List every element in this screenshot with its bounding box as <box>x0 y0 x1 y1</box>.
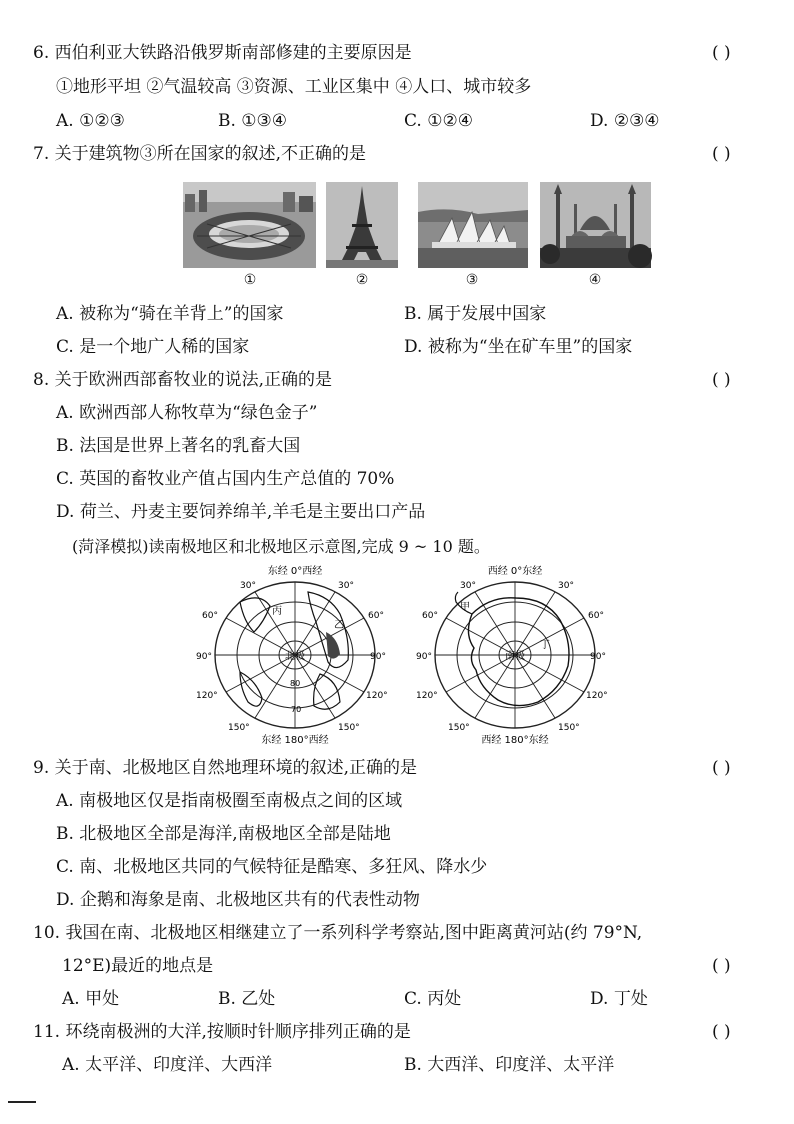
q10-option-c[interactable]: C. 丙处 <box>404 989 462 1009</box>
north-map-bottom-label: 东经 180°西经 <box>261 735 329 746</box>
q8-answer-paren[interactable]: ( ) <box>712 370 731 390</box>
south-map-bottom-label: 西经 180°东经 <box>481 735 549 746</box>
q6-option-b[interactable]: B. ①③④ <box>218 111 288 131</box>
q8-option-a[interactable]: A. 欧洲西部人称牧草为“绿色金子” <box>56 403 318 423</box>
q7-option-c[interactable]: C. 是一个地广人稀的国家 <box>56 337 250 357</box>
q8-option-b[interactable]: B. 法国是世界上著名的乳畜大国 <box>56 436 301 456</box>
point-jia: 甲 <box>460 602 470 613</box>
svg-text:90°: 90° <box>196 652 212 662</box>
svg-text:90°: 90° <box>416 652 432 662</box>
q6-option-d[interactable]: D. ②③④ <box>590 111 660 131</box>
svg-text:80: 80 <box>290 679 301 688</box>
svg-text:60°: 60° <box>202 611 218 621</box>
q6-items: ①地形平坦 ②气温较高 ③资源、工业区集中 ④人口、城市较多 <box>56 77 532 97</box>
south-map-top-label: 西经 0°东经 <box>487 566 543 577</box>
footer-divider <box>8 1101 36 1103</box>
q6-answer-paren[interactable]: ( ) <box>712 43 731 63</box>
q6-option-a[interactable]: A. ①②③ <box>56 111 125 131</box>
svg-text:150°: 150° <box>558 723 580 733</box>
svg-text:120°: 120° <box>196 691 218 701</box>
svg-text:90°: 90° <box>370 652 386 662</box>
q11-stem: 11. 环绕南极洲的大洋,按顺时针顺序排列正确的是 <box>33 1022 411 1042</box>
svg-text:70: 70 <box>291 705 302 714</box>
q7-stem: 7. 关于建筑物③所在国家的叙述,不正确的是 <box>33 144 367 164</box>
svg-text:60°: 60° <box>422 611 438 621</box>
point-ding: 丁 <box>540 640 550 651</box>
q7-option-a[interactable]: A. 被称为“骑在羊背上”的国家 <box>56 304 284 324</box>
svg-text:60°: 60° <box>368 611 384 621</box>
photo-label-4: ④ <box>588 272 602 288</box>
q7-option-d[interactable]: D. 被称为“坐在矿车里”的国家 <box>404 337 633 357</box>
q9-option-d[interactable]: D. 企鹅和海象是南、北极地区共有的代表性动物 <box>56 890 420 910</box>
q8-stem: 8. 关于欧洲西部畜牧业的说法,正确的是 <box>33 370 333 390</box>
svg-text:150°: 150° <box>228 723 250 733</box>
svg-text:30°: 30° <box>558 581 574 591</box>
svg-text:30°: 30° <box>240 581 256 591</box>
q10-option-a[interactable]: A. 甲处 <box>62 989 120 1009</box>
photo-label-1: ① <box>243 272 257 288</box>
opera-house-photo <box>418 182 528 268</box>
north-pole-label: 北极 <box>285 651 305 662</box>
svg-text:150°: 150° <box>338 723 360 733</box>
q8-option-d[interactable]: D. 荷兰、丹麦主要饲养绵羊,羊毛是主要出口产品 <box>56 502 426 522</box>
q11-option-b[interactable]: B. 大西洋、印度洋、太平洋 <box>404 1055 615 1075</box>
q6-stem: 6. 西伯利亚大铁路沿俄罗斯南部修建的主要原因是 <box>33 43 412 63</box>
q11-answer-paren[interactable]: ( ) <box>712 1022 731 1042</box>
north-polar-map <box>196 562 390 747</box>
q9-option-b[interactable]: B. 北极地区全部是海洋,南极地区全部是陆地 <box>56 824 391 844</box>
svg-text:120°: 120° <box>366 691 388 701</box>
photo-label-2: ② <box>355 272 369 288</box>
q8-option-c[interactable]: C. 英国的畜牧业产值占国内生产总值的 70% <box>56 469 395 489</box>
q7-answer-paren[interactable]: ( ) <box>712 144 731 164</box>
q9-option-c[interactable]: C. 南、北极地区共同的气候特征是酷寒、多狂风、降水少 <box>56 857 488 877</box>
q10-option-d[interactable]: D. 丁处 <box>590 989 648 1009</box>
q9-option-a[interactable]: A. 南极地区仅是指南极圈至南极点之间的区域 <box>56 791 403 811</box>
mosque-photo <box>540 182 651 268</box>
svg-text:150°: 150° <box>448 723 470 733</box>
q9-stem: 9. 关于南、北极地区自然地理环境的叙述,正确的是 <box>33 758 418 778</box>
q10-stem-line2: 12°E)最近的地点是 <box>62 956 214 976</box>
south-pole-label: 南极 <box>505 651 525 662</box>
q9-10-intro: (菏泽模拟)读南极地区和北极地区示意图,完成 9 ~ 10 题。 <box>72 537 490 556</box>
photo-label-3: ③ <box>465 272 479 288</box>
svg-text:120°: 120° <box>586 691 608 701</box>
q9-answer-paren[interactable]: ( ) <box>712 758 731 778</box>
svg-text:90°: 90° <box>590 652 606 662</box>
q10-answer-paren[interactable]: ( ) <box>712 956 731 976</box>
svg-text:30°: 30° <box>338 581 354 591</box>
south-polar-map <box>416 562 610 747</box>
svg-text:60°: 60° <box>588 611 604 621</box>
q6-option-c[interactable]: C. ①②④ <box>404 111 473 131</box>
svg-text:120°: 120° <box>416 691 438 701</box>
svg-text:30°: 30° <box>460 581 476 591</box>
north-map-top-label: 东经 0°西经 <box>267 566 323 577</box>
point-yi: 乙 <box>334 620 344 631</box>
point-bing: 丙 <box>272 606 282 617</box>
q11-option-a[interactable]: A. 太平洋、印度洋、大西洋 <box>62 1055 273 1075</box>
q10-stem-line1: 10. 我国在南、北极地区相继建立了一系列科学考察站,图中距离黄河站(约 79°N, <box>33 923 643 943</box>
stadium-photo <box>183 182 316 268</box>
q7-option-b[interactable]: B. 属于发展中国家 <box>404 304 547 324</box>
q10-option-b[interactable]: B. 乙处 <box>218 989 276 1009</box>
tower-photo <box>326 182 398 268</box>
